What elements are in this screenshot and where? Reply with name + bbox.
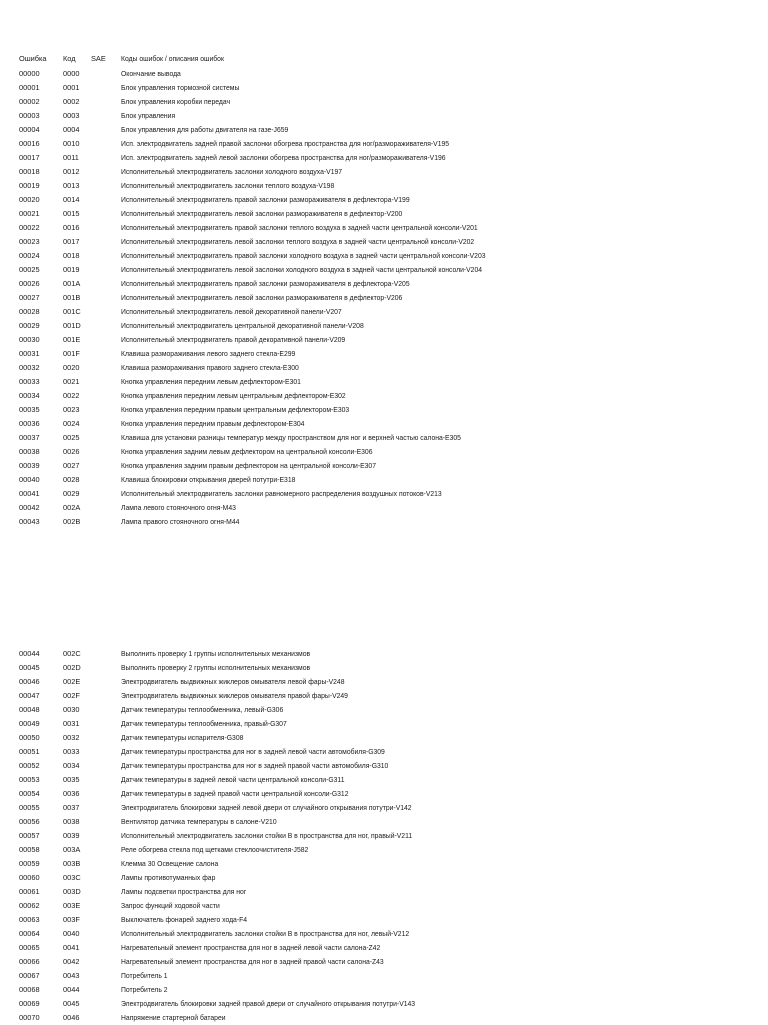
- error-code-cell: 00030: [19, 334, 40, 344]
- error-code-cell: 00023: [19, 236, 40, 246]
- description-cell: Кнопка управления передним левым центральным дефлектором-E302: [121, 390, 346, 400]
- error-code-cell: 00065: [19, 942, 40, 952]
- table-row: [0, 871, 768, 885]
- error-code-cell: 00048: [19, 704, 40, 714]
- description-cell: Лампы противотуманных фар: [121, 872, 216, 882]
- description-cell: Исполнительный электродвигатель правой декоративной панели-V209: [121, 334, 346, 344]
- description-cell: Электродвигатель выдвижных жиклеров омывателя левой фары-V248: [121, 676, 345, 686]
- error-code-cell: 00025: [19, 264, 40, 274]
- description-cell: Датчик температуры в задней левой части центральной консоли-G311: [121, 774, 345, 784]
- table-row: [0, 193, 768, 207]
- hex-code-cell: 0016: [63, 222, 80, 232]
- table-row: [0, 927, 768, 941]
- table-row: [0, 109, 768, 123]
- hex-code-cell: 0045: [63, 998, 80, 1008]
- description-cell: Исп. электродвигатель задней правой заслонки обогрева пространства для ног/размораживателя-V195: [121, 138, 450, 148]
- error-code-cell: 00032: [19, 362, 40, 372]
- table-row: [0, 361, 768, 375]
- table-row: [0, 221, 768, 235]
- hex-code-cell: 0046: [63, 1012, 80, 1022]
- description-cell: Исполнительный электродвигатель правой заслонки размораживателя в дефлектора-V205: [121, 278, 410, 288]
- error-code-cell: 00037: [19, 432, 40, 442]
- hex-code-cell: 0020: [63, 362, 80, 372]
- description-cell: Исполнительный электродвигатель заслонки теплого воздуха-V198: [121, 180, 335, 190]
- description-cell: Электродвигатель выдвижных жиклеров омывателя правой фары-V249: [121, 690, 348, 700]
- hex-code-cell: 0021: [63, 376, 80, 386]
- description-cell: Электродвигатель блокировки задней правой двери от случайного открывания потутри-V143: [121, 998, 416, 1008]
- description-cell: Выполнить проверку 2 группы исполнительных механизмов: [121, 662, 311, 672]
- description-cell: Исполнительный электродвигатель заслонки равномерного распределения воздушных потоков-V213: [121, 488, 442, 498]
- hex-code-cell: 0038: [63, 816, 80, 826]
- description-cell: Исполнительный электродвигатель заслонки стойки B в пространства для ног, правый-V211: [121, 830, 413, 840]
- error-code-cell: 00002: [19, 96, 40, 106]
- description-cell: Клавиша для установки разницы температур между пространством для ног и верхней частью салона-E305: [121, 432, 461, 442]
- table-row: [0, 151, 768, 165]
- error-code-cell: 00054: [19, 788, 40, 798]
- hex-code-cell: 0014: [63, 194, 80, 204]
- hex-code-cell: 0031: [63, 718, 80, 728]
- header-description: Коды ошибок / описания ошибок: [121, 54, 224, 63]
- table-row: [0, 997, 768, 1011]
- hex-code-cell: 001D: [63, 320, 81, 330]
- table-row: [0, 473, 768, 487]
- hex-code-cell: 002E: [63, 676, 81, 686]
- description-cell: Исполнительный электродвигатель заслонки холодного воздуха-V197: [121, 166, 343, 176]
- table-row: [0, 305, 768, 319]
- table-row: [0, 417, 768, 431]
- hex-code-cell: 001F: [63, 348, 80, 358]
- description-cell: Датчик температуры в задней правой части центральной консоли-G312: [121, 788, 349, 798]
- hex-code-cell: 003C: [63, 872, 81, 882]
- table-row: [0, 661, 768, 675]
- hex-code-cell: 0037: [63, 802, 80, 812]
- table-row: [0, 207, 768, 221]
- table-row: [0, 759, 768, 773]
- hex-code-cell: 0028: [63, 474, 80, 484]
- hex-code-cell: 0025: [63, 432, 80, 442]
- table-row: [0, 941, 768, 955]
- error-code-cell: 00035: [19, 404, 40, 414]
- table-row: [0, 431, 768, 445]
- error-code-cell: 00038: [19, 446, 40, 456]
- table-row: [0, 969, 768, 983]
- table-row: [0, 137, 768, 151]
- hex-code-cell: 001C: [63, 306, 81, 316]
- table-row: [0, 403, 768, 417]
- hex-code-cell: 003B: [63, 858, 81, 868]
- error-code-cell: 00046: [19, 676, 40, 686]
- table-row: [0, 647, 768, 661]
- table-row: [0, 459, 768, 473]
- hex-code-cell: 003A: [63, 844, 81, 854]
- error-code-cell: 00064: [19, 928, 40, 938]
- error-code-cell: 00042: [19, 502, 40, 512]
- hex-code-cell: 002D: [63, 662, 81, 672]
- error-code-cell: 00041: [19, 488, 40, 498]
- description-cell: Блок управления: [121, 110, 176, 120]
- table-row: [0, 445, 768, 459]
- hex-code-cell: 0010: [63, 138, 80, 148]
- table-row: [0, 815, 768, 829]
- error-code-cell: 00067: [19, 970, 40, 980]
- error-code-cell: 00052: [19, 760, 40, 770]
- table-row: [0, 1011, 768, 1025]
- error-code-cell: 00016: [19, 138, 40, 148]
- error-code-cell: 00033: [19, 376, 40, 386]
- hex-code-cell: 0001: [63, 82, 80, 92]
- error-code-cell: 00043: [19, 516, 40, 526]
- description-cell: Исполнительный электродвигатель правой заслонки размораживателя в дефлектора-V199: [121, 194, 410, 204]
- hex-code-cell: 0042: [63, 956, 80, 966]
- table-row: [0, 81, 768, 95]
- error-code-cell: 00058: [19, 844, 40, 854]
- description-cell: Исполнительный электродвигатель левой заслонки размораживателя в дефлектор-V200: [121, 208, 403, 218]
- description-cell: Блок управления тормозной системы: [121, 82, 240, 92]
- hex-code-cell: 001A: [63, 278, 81, 288]
- table-row: [0, 955, 768, 969]
- table-row: [0, 773, 768, 787]
- description-cell: Исполнительный электродвигатель центральной декоративной панели-V208: [121, 320, 364, 330]
- error-code-cell: 00050: [19, 732, 40, 742]
- description-cell: Клавиша размораживания правого заднего стекла-E300: [121, 362, 299, 372]
- error-code-cell: 00021: [19, 208, 40, 218]
- hex-code-cell: 001E: [63, 334, 81, 344]
- error-code-cell: 00020: [19, 194, 40, 204]
- table-row: [0, 249, 768, 263]
- table-row: [0, 885, 768, 899]
- error-code-cell: 00049: [19, 718, 40, 728]
- hex-code-cell: 0035: [63, 774, 80, 784]
- hex-code-cell: 002F: [63, 690, 80, 700]
- description-cell: Нагревательный элемент пространства для ног в задней левой части салона-Z42: [121, 942, 381, 952]
- table-row: [0, 717, 768, 731]
- description-cell: Исполнительный электродвигатель левой заслонки теплого воздуха в задней части центральной консоли-V202: [121, 236, 475, 246]
- hex-code-cell: 0039: [63, 830, 80, 840]
- hex-code-cell: 002C: [63, 648, 81, 658]
- table-row: [0, 675, 768, 689]
- error-code-cell: 00047: [19, 690, 40, 700]
- hex-code-cell: 003E: [63, 900, 81, 910]
- hex-code-cell: 0032: [63, 732, 80, 742]
- header-error: Ошибка: [19, 54, 47, 63]
- table-row: [0, 165, 768, 179]
- error-code-cell: 00024: [19, 250, 40, 260]
- description-cell: Вентилятор датчика температуры в салоне-V210: [121, 816, 277, 826]
- description-cell: Кнопка управления задним левым дефлектором на центральной консоли-E306: [121, 446, 373, 456]
- hex-code-cell: 0043: [63, 970, 80, 980]
- description-cell: Потребитель 2: [121, 984, 168, 994]
- table-row: [0, 67, 768, 81]
- table-row: [0, 689, 768, 703]
- error-code-cell: 00045: [19, 662, 40, 672]
- error-code-cell: 00059: [19, 858, 40, 868]
- table-row: [0, 857, 768, 871]
- table-row: [0, 983, 768, 997]
- error-code-cell: 00040: [19, 474, 40, 484]
- hex-code-cell: 0002: [63, 96, 80, 106]
- error-code-cell: 00057: [19, 830, 40, 840]
- error-code-cell: 00036: [19, 418, 40, 428]
- table-row: [0, 375, 768, 389]
- hex-code-cell: 0022: [63, 390, 80, 400]
- table-row: [0, 319, 768, 333]
- description-cell: Исполнительный электродвигатель заслонки стойки B в пространства для ног, левый-V212: [121, 928, 410, 938]
- error-code-cell: 00066: [19, 956, 40, 966]
- description-cell: Лампы подсветки пространства для ног: [121, 886, 247, 896]
- hex-code-cell: 0024: [63, 418, 80, 428]
- description-cell: Исполнительный электродвигатель правой заслонки холодного воздуха в задней части центральной консоли-V203: [121, 250, 486, 260]
- hex-code-cell: 0027: [63, 460, 80, 470]
- table-row: [0, 913, 768, 927]
- description-cell: Датчик температуры теплообменника, правый-G307: [121, 718, 287, 728]
- error-code-cell: 00026: [19, 278, 40, 288]
- description-cell: Датчик температуры испарителя-G308: [121, 732, 244, 742]
- description-cell: Выключатель фонарей заднего хода-F4: [121, 914, 248, 924]
- error-code-cell: 00044: [19, 648, 40, 658]
- hex-code-cell: 0029: [63, 488, 80, 498]
- hex-code-cell: 0033: [63, 746, 80, 756]
- description-cell: Запрос функций ходовой части: [121, 900, 220, 910]
- table-row: [0, 347, 768, 361]
- error-code-cell: 00068: [19, 984, 40, 994]
- error-code-cell: 00069: [19, 998, 40, 1008]
- table-row: [0, 501, 768, 515]
- error-code-cell: 00000: [19, 68, 40, 78]
- hex-code-cell: 0018: [63, 250, 80, 260]
- hex-code-cell: 001B: [63, 292, 81, 302]
- description-cell: Кнопка управления передним правым центральным дефлектором-E303: [121, 404, 350, 414]
- hex-code-cell: 0013: [63, 180, 80, 190]
- error-code-cell: 00019: [19, 180, 40, 190]
- error-code-cell: 00027: [19, 292, 40, 302]
- description-cell: Датчик температуры пространства для ног в задней правой части автомобиля-G310: [121, 760, 389, 770]
- description-cell: Исполнительный электродвигатель левой заслонки размораживателя в дефлектор-V206: [121, 292, 403, 302]
- error-code-cell: 00018: [19, 166, 40, 176]
- error-code-cell: 00060: [19, 872, 40, 882]
- hex-code-cell: 003D: [63, 886, 81, 896]
- description-cell: Клавиша размораживания левого заднего стекла-E299: [121, 348, 296, 358]
- hex-code-cell: 0003: [63, 110, 80, 120]
- table-row: [0, 745, 768, 759]
- hex-code-cell: 0017: [63, 236, 80, 246]
- table-row: [0, 277, 768, 291]
- table-row: [0, 487, 768, 501]
- description-cell: Клемма 30 Освещение салона: [121, 858, 219, 868]
- error-code-cell: 00034: [19, 390, 40, 400]
- table-row: [0, 787, 768, 801]
- error-code-cell: 00004: [19, 124, 40, 134]
- error-code-cell: 00061: [19, 886, 40, 896]
- description-cell: Лампа левого стояночного огня-M43: [121, 502, 236, 512]
- description-cell: Исполнительный электродвигатель левой декоративной панели-V207: [121, 306, 342, 316]
- table-row: [0, 179, 768, 193]
- description-cell: Нагревательный элемент пространства для ног в задней правой части салона-Z43: [121, 956, 384, 966]
- error-code-cell: 00055: [19, 802, 40, 812]
- description-cell: Исполнительный электродвигатель правой заслонки теплого воздуха в задней части центральной консоли-V201: [121, 222, 478, 232]
- hex-code-cell: 0030: [63, 704, 80, 714]
- table-row: [0, 389, 768, 403]
- error-code-cell: 00028: [19, 306, 40, 316]
- hex-code-cell: 0034: [63, 760, 80, 770]
- description-cell: Датчик температуры теплообменника, левый-G306: [121, 704, 284, 714]
- description-cell: Датчик температуры пространства для ног в задней левой части автомобиля-G309: [121, 746, 385, 756]
- error-code-cell: 00056: [19, 816, 40, 826]
- description-cell: Кнопка управления передним правым дефлектором-E304: [121, 418, 305, 428]
- hex-code-cell: 002A: [63, 502, 81, 512]
- hex-code-cell: 0036: [63, 788, 80, 798]
- description-cell: Потребитель 1: [121, 970, 168, 980]
- description-cell: Выполнить проверку 1 группы исполнительных механизмов: [121, 648, 311, 658]
- description-cell: Исполнительный электродвигатель левой заслонки холодного воздуха в задней части центральной консоли-V204: [121, 264, 483, 274]
- error-code-cell: 00017: [19, 152, 40, 162]
- header-sae: SAE: [91, 54, 106, 63]
- hex-code-cell: 0023: [63, 404, 80, 414]
- error-code-cell: 00070: [19, 1012, 40, 1022]
- description-cell: Кнопка управления передним левым дефлектором-E301: [121, 376, 301, 386]
- table-row: [0, 515, 768, 529]
- table-row: [0, 843, 768, 857]
- description-cell: Клавиша блокировки открывания дверей потутри-E318: [121, 474, 296, 484]
- hex-code-cell: 002B: [63, 516, 81, 526]
- description-cell: Напряжение стартерной батареи: [121, 1012, 226, 1022]
- description-cell: Окончание вывода: [121, 68, 181, 78]
- description-cell: Лампа правого стояночного огня-M44: [121, 516, 240, 526]
- error-code-cell: 00051: [19, 746, 40, 756]
- error-code-cell: 00053: [19, 774, 40, 784]
- description-cell: Блок управления для работы двигателя на газе-J659: [121, 124, 289, 134]
- error-code-cell: 00062: [19, 900, 40, 910]
- table-row: [0, 801, 768, 815]
- description-cell: Реле обогрева стекла под щетками стеклоочистителя-J582: [121, 844, 309, 854]
- table-row: [0, 123, 768, 137]
- table-row: [0, 95, 768, 109]
- table-row: [0, 731, 768, 745]
- hex-code-cell: 0000: [63, 68, 80, 78]
- table-row: [0, 291, 768, 305]
- hex-code-cell: 0040: [63, 928, 80, 938]
- hex-code-cell: 0041: [63, 942, 80, 952]
- table-header: [0, 52, 768, 66]
- error-code-cell: 00003: [19, 110, 40, 120]
- hex-code-cell: 0004: [63, 124, 80, 134]
- error-code-cell: 00031: [19, 348, 40, 358]
- hex-code-cell: 0044: [63, 984, 80, 994]
- error-code-cell: 00039: [19, 460, 40, 470]
- error-code-cell: 00001: [19, 82, 40, 92]
- hex-code-cell: 0026: [63, 446, 80, 456]
- header-code: Код: [63, 54, 76, 63]
- error-code-cell: 00029: [19, 320, 40, 330]
- hex-code-cell: 0015: [63, 208, 80, 218]
- table-row: [0, 333, 768, 347]
- hex-code-cell: 003F: [63, 914, 80, 924]
- hex-code-cell: 0011: [63, 152, 79, 162]
- table-row: [0, 263, 768, 277]
- description-cell: Блок управления коробки передач: [121, 96, 231, 106]
- table-row: [0, 899, 768, 913]
- hex-code-cell: 0012: [63, 166, 80, 176]
- hex-code-cell: 0019: [63, 264, 80, 274]
- description-cell: Кнопка управления задним правым дефлектором на центральной консоли-E307: [121, 460, 376, 470]
- table-row: [0, 235, 768, 249]
- error-code-cell: 00022: [19, 222, 40, 232]
- error-code-cell: 00063: [19, 914, 40, 924]
- table-row: [0, 703, 768, 717]
- table-row: [0, 829, 768, 843]
- description-cell: Электродвигатель блокировки задней левой двери от случайного открывания потутри-V142: [121, 802, 412, 812]
- description-cell: Исп. электродвигатель задней левой заслонки обогрева пространства для ног/размораживателя-V196: [121, 152, 446, 162]
